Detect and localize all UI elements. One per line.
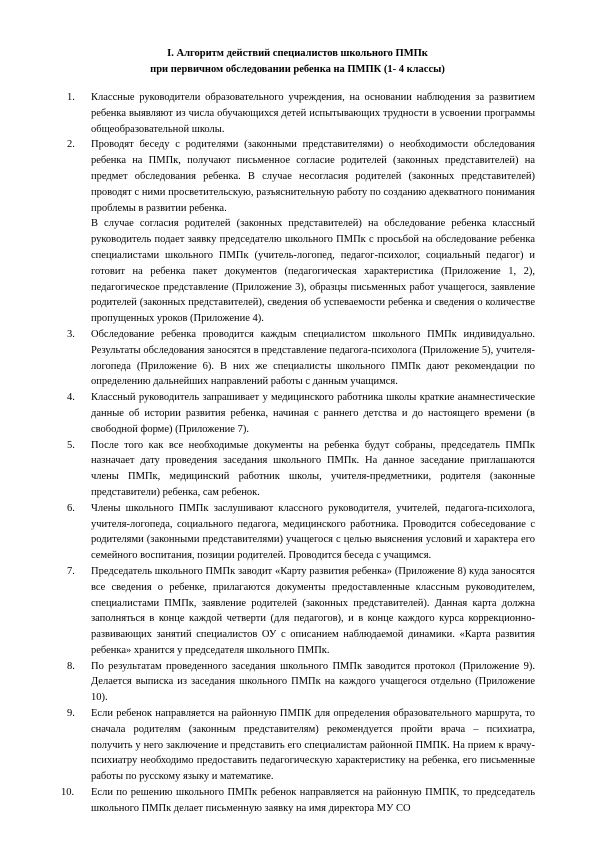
item-number: 9. [67,708,75,720]
item-text: Классные руководители образовательного учреждения, на основании наблюдения за развитием ребенка выявляют из числа обучающихся детей испытывающих трудности в усвоении программы общеобразовательной школы. [91,92,535,135]
item-text: Проводят беседу с родителями (законными представителями) о необходимости обследования ребенка на ПМПк, получают письменное согласие родителей (законных представителей) на предмет обследования ребенка. В случае несогласия родителей (законных представителей) проводят с ними просветительскую, разъяснительную работу по созданию адекватного понимания проблемы в развитии ребенка. [91,139,535,214]
item-text: Классный руководитель запрашивает у медицинского работника школы краткие анамнестические данные об истории развития ребенка, начиная с раннего детства и до настоящего времени (в свободной форме) (Приложение 7). [91,392,535,435]
item-text: Если ребенок направляется на районную ПМПК для определения образовательного маршрута, то сначала родителям (законным представителям) рекомендуется пройти врача – психиатра, получить у него заключение и представить его специалистам районной ПМПК. На прием к врачу-психиатру необходимо предоставить педагогическую характеристику на ребенка, его письменные работы по русскому языку и математике. [91,708,535,783]
item-number: 5. [67,439,75,451]
title-line-2: при первичном обследовании ребенка на ПМПК (1- 4 классы) [150,63,445,75]
list-item [0,327,595,390]
list-item [0,137,595,327]
list-item [0,390,595,437]
item-number: 3. [67,328,75,340]
item-number: 6. [67,502,75,514]
item-text: Члены школьного ПМПк заслушивают классного руководителя, учителей, педагога-психолога, учителя-логопеда, социального педагога, медицинского работника. Проводится собеседование с родителями (законными представителями) учащегося с целью выяснения условий и характера его семейного воспитания, позиции родителей. Проводится беседа с учащимся. [91,502,535,562]
item-number: 10. [61,787,75,799]
list-item [0,438,595,501]
item-number: 2. [67,139,75,151]
item-text: После того как все необходимые документы на ребенка будут собраны, председатель ПМПк назначает дату проведения заседания школьного ПМПк. На данное заседание приглашаются члены ПМПк, медицинский работник школы, учителя-предметники, родителя (законные представители) ребенка, сам ребенок. [91,439,535,498]
item-number: 4. [67,392,75,404]
item-text: Если по решению школьного ПМПк ребенок направляется на районную ПМПК, то председатель школьного ПМПк делает письменную заявку на имя директора МУ СО [91,787,535,814]
list-item [0,706,595,785]
algorithm-steps-list [0,90,595,817]
title-line-1: I. Алгоритм действий специалистов школьного ПМПк [167,48,428,59]
list-item [0,659,595,706]
item-number: 7. [67,565,75,577]
item-number: 1. [67,92,75,103]
item-text: По результатам проведенного заседания школьного ПМПк заводится протокол (Приложение 9). Делается выписка из заседания школьного ПМПк на каждого учащегося отдельно (Приложение 10). [91,660,535,704]
item-number: 8. [67,660,75,672]
list-item [0,90,595,137]
item-text: Обследование ребенка проводится каждым специалистом школьного ПМПк индивидуально. Результаты обследования заносятся в представление педагога-психолога (Приложение 5), учителя-логопеда (Приложение 6). В них же специалисты школьного ПМПк дают рекомендации по определению дальнейших направлений работы с данным учащимся. [91,328,535,388]
item-text: В случае согласия родителей (законных представителей) на обследование ребенка классный руководитель подает заявку председателю школьного ПМПк с просьбой на обследование ребенка специалистами школьного ПМПк (учитель-логопед, педагог-психолог, социальный педагог) и готовит на ребенка пакет документов (педагогическая характеристика (Приложение 1, 2), педагогическое представление (Приложение 3), образцы письменных работ учащегося, заявление родителей (законных представителей), сведения об успеваемости ребенка и сведения о количестве пропущенных уроков (Приложение 4). [91,218,535,325]
item-text: Председатель школьного ПМПк заводит «Карту развития ребенка» (Приложение 8) куда заносятся все сведения о ребенке, прилагаются документы предоставленные классным руководителем, специалистами ПМПк, заявление родителей (законных представителей). Данная карта должна заполняться в конце каждой четверти (для педагогов), и в конце каждого курса коррекционно-развивающих занятий специалистов ОУ с описанием наблюдаемой динамики. «Карта развития ребенка» хранится у председателя школьного ПМПк. [91,565,535,656]
list-item [0,564,595,659]
list-item [0,785,595,817]
list-item [0,501,595,564]
page-title [60,46,535,77]
